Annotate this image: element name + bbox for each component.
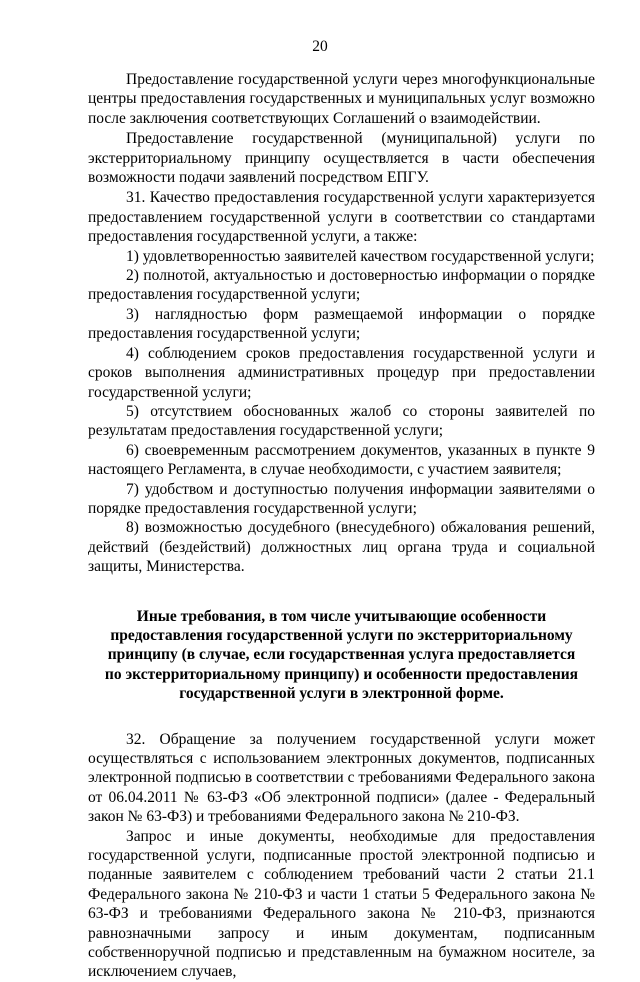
- list-item: 5) отсутствием обоснованных жалоб со стороны заявителей по результатам предоставления государственной услуги;: [88, 402, 595, 440]
- list-item: 6) своевременным рассмотрением документов, указанных в пункте 9 настоящего Регламента, в случае необходимости, с участием заявителя;: [88, 441, 595, 479]
- list-item: 2) полнотой, актуальностью и достоверностью информации о порядке предоставления государственной услуги;: [88, 267, 595, 304]
- section-heading: Иные требования, в том числе учитывающие особенности предоставления государственной услуги по экстерриториальному принципу (в случае, если государственная услуга предоставляется по экстерриториальному принципу) и особенности предоставления государственной услуги в электронной форме.: [104, 607, 579, 703]
- list-item: 8) возможностью досудебного (внесудебного) обжалования решений, действий (бездействий) должностных лиц органа труда и социальной защиты, Министерства.: [88, 519, 595, 576]
- paragraph: Запрос и иные документы, необходимые для предоставления государственной услуги, подписанные простой электронной подписью и поданные заявителем с соблюдением требований части 2 статьи 21.1 Федерального закона № 210-ФЗ и части 1 статьи 5 Федерального закона № 63-ФЗ и требованиями Федерального закона № 210-ФЗ, признаются равнозначными запросу и иным документам, подписанным собственноручной подписью и представленным на бумажном носителе, за исключением случаев,: [88, 827, 595, 981]
- paragraph: 31. Качество предоставления государственной услуги характеризуется предоставлением государственной услуги в соответствии со стандартами предоставления государственной услуги, а также:: [88, 189, 595, 246]
- list-item: 3) наглядностью форм размещаемой информации о порядке предоставления государственной услуги;: [88, 305, 595, 343]
- list-item: 4) соблюдением сроков предоставления государственной услуги и сроков выполнения административных процедур при предоставлении государственной услуги;: [88, 344, 595, 401]
- list-item: 1) удовлетворенностью заявителей качеством государственной услуги;: [126, 247, 595, 265]
- document-body: [88, 70, 595, 982]
- paragraph: Предоставление государственной услуги через многофункциональные центры предоставления государственных и муниципальных услуг возможно после заключения соответствующих Соглашений о взаимодействии.: [88, 71, 595, 127]
- page-number: 20: [312, 38, 328, 55]
- list-item: 7) удобством и доступностью получения информации заявителями о порядке предоставления государственной услуги;: [88, 480, 595, 517]
- paragraph: Предоставление государственной (муниципальной) услуги по экстерриториальному принципу осуществляется в части обеспечения возможности подачи заявлений посредством ЕПГУ.: [88, 130, 595, 187]
- paragraph: 32. Обращение за получением государственной услуги может осуществляться с использованием электронных документов, подписанных электронной подписью в соответствии с требованиями Федерального закона от 06.04.2011 № 63-ФЗ «Об электронной подписи» (далее - Федеральный закон № 63-ФЗ) и требованиями Федерального закона № 210-ФЗ.: [88, 730, 595, 826]
